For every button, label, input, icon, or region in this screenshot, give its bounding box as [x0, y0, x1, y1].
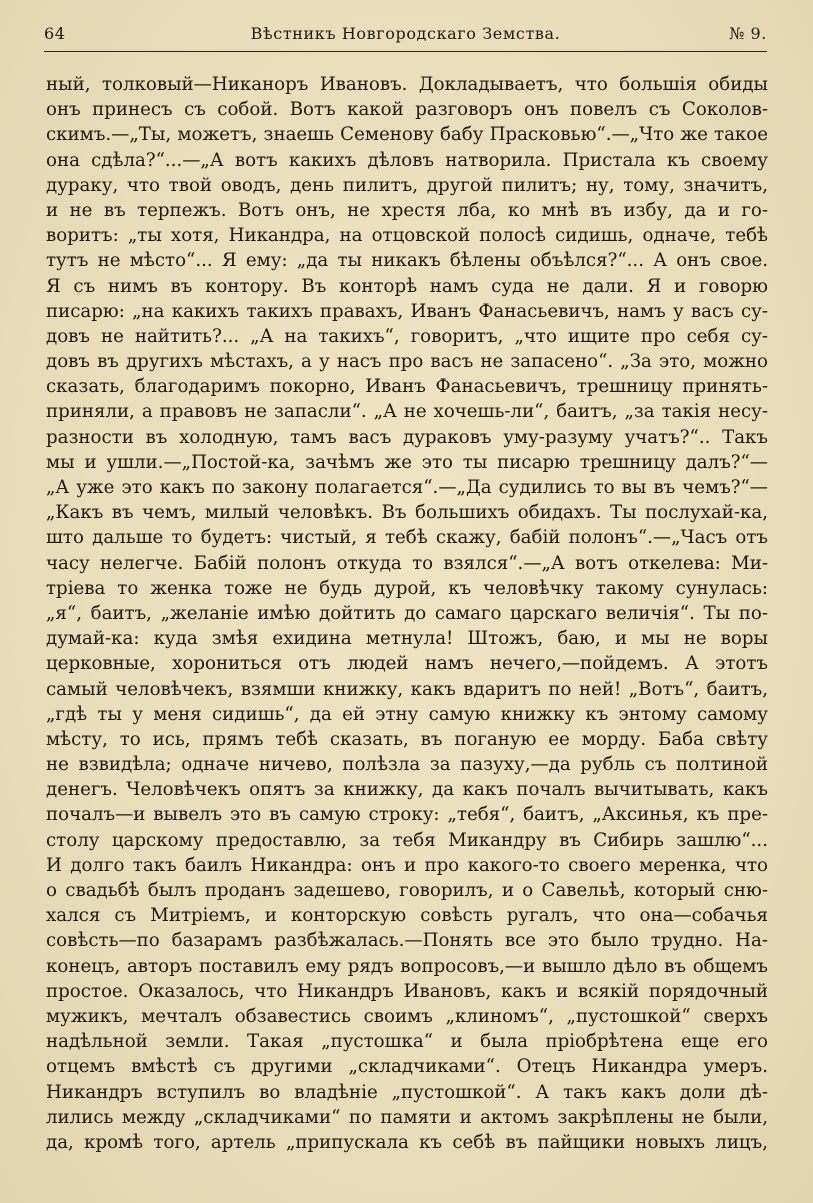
- text-line: почалъ—и вывелъ это въ самую строку: „тебя“, баитъ, „Аксинья, къ пре-: [46, 804, 768, 826]
- text-line: совѣсть—по базарамъ разбѣжалась.—Понять все это было трудно. На-: [46, 930, 768, 952]
- issue-number: № 9.: [729, 24, 767, 43]
- body-text: [46, 72, 768, 1155]
- text-line: отцемъ вмѣстѣ съ другими „складчиками“. Отецъ Никандра умеръ.: [46, 1056, 768, 1078]
- text-line: дураку, что твой оводъ, день пилитъ, другой пилитъ; ну, тому, значитъ,: [46, 174, 768, 196]
- text-line: писарю: „на какихъ такихъ правахъ, Иванъ Фанасьевичъ, намъ у васъ су-: [46, 300, 768, 322]
- text-line: приняли, а правовъ не запасли“. „А не хочешь-ли“, баитъ, „за такія несу-: [46, 401, 768, 423]
- text-line: она сдѣла?“...—„А вотъ какихъ дѣловъ натворила. Пристала къ своему: [46, 149, 768, 171]
- text-line: „я“, баитъ, „желаніе имѣю дойтить до самаго царскаго величія“. Ты по-: [46, 602, 768, 624]
- text-line: не взвидѣла; одначе ничево, полѣзла за пазуху,—да рубль съ полтиной: [46, 754, 768, 776]
- text-line: „А уже это какъ по закону полагается“.—„Да судились то вы въ чемъ?“—: [46, 477, 768, 498]
- text-line: што дальше то будетъ: чистый, я тебѣ скажу, бабій полонъ“.—„Часъ отъ: [46, 527, 768, 549]
- text-line: довъ не найтить?... „А на такихъ“, говоритъ, „что ищите про себя су-: [46, 325, 768, 347]
- text-line: простое. Оказалось, что Никандръ Ивановъ, какъ и всякій порядочный: [46, 980, 768, 1002]
- text-line: мы и ушли.—„Постой-ка, зачѣмъ же это ты писарю трешницу далъ?“—: [46, 451, 768, 473]
- text-line: сказать, благодаримъ покорно, Иванъ Фанасьевичъ, трешницу принять-: [46, 376, 768, 398]
- text-line: о свадьбѣ былъ проданъ задешево, говорилъ, и о Савельѣ, который сню-: [46, 880, 768, 901]
- text-line: Никандръ вступилъ во владѣніе „пустошкой“. А такъ какъ доли дѣ-: [46, 1081, 768, 1103]
- text-line: мѣсту, то ись, прямъ тебѣ сказать, въ поганую ее морду. Баба свѣту: [46, 728, 768, 750]
- text-line: самый человѣчекъ, взямши книжку, какъ вдаритъ по ней! „Вотъ“, баитъ,: [46, 678, 768, 700]
- text-line: надѣльной земли. Такая „пустошка“ и была пріобрѣтена еще его: [46, 1031, 768, 1053]
- text-line: онъ принесъ съ собой. Вотъ какой разговоръ онъ повелъ съ Соколов-: [46, 99, 768, 121]
- text-line: денегъ. Человѣчекъ опятъ за книжку, да какъ почалъ вычитывать, какъ: [46, 779, 768, 801]
- text-line: „гдѣ ты у меня сидишь“, да ей этну самую книжку къ энтому самому: [46, 703, 768, 725]
- text-line: тутъ не мѣсто“... Я ему: „да ты никакъ бѣлены объѣлся?“... А онъ свое.: [46, 250, 768, 272]
- text-line: хался съ Митріемъ, и конторскую совѣсть ругалъ, что она—собачья: [46, 905, 768, 927]
- text-line: мужикъ, мечталъ обзавестись своимъ „клиномъ“, „пустошкой“ сверхъ: [46, 1005, 768, 1027]
- text-line: воритъ: „ты хотя, Никандра, на отцовской полосѣ сидишь, одначе, тебѣ: [46, 225, 768, 247]
- page-number: 64: [44, 24, 66, 43]
- journal-title: Вѣстникъ Новгородскаго Земства.: [250, 24, 561, 43]
- text-line: думай-ка: куда змѣя ехидина метнула! Штожъ, баю, и мы не воры: [46, 628, 768, 650]
- text-line: часу нелегче. Бабій полонъ откуда то взялся“.—„А вотъ откелева: Ми-: [46, 552, 768, 574]
- text-line: столу царскому предоставлю, за тебя Микандру въ Сибирь зашлю“...: [46, 829, 768, 851]
- header-rule: [44, 51, 767, 52]
- text-line: И долго такъ баилъ Никандра: онъ и про какого-то своего меренка, что: [46, 854, 768, 876]
- text-line: церковные, хорониться отъ людей намъ нечего,—пойдемъ. А этотъ: [46, 653, 768, 675]
- text-line: разности въ холодную, тамъ васъ дураковъ уму-разуму учатъ?“.. Такъ: [46, 426, 768, 448]
- text-line: конецъ, авторъ поставилъ ему рядъ вопросовъ,—и вышло дѣло въ общемъ: [46, 955, 768, 977]
- text-line: „Какъ въ чемъ, милый человѣкъ. Въ большихъ обидахъ. Ты послухай-ка,: [46, 502, 768, 524]
- text-line: и не въ терпежъ. Вотъ онъ, не хрестя лба, ко мнѣ въ избу, да и го-: [46, 199, 768, 221]
- running-head: [44, 22, 767, 48]
- text-line: скимъ.—„Ты, можетъ, знаешь Семенову бабу Прасковью“.—„Что же такое: [46, 124, 768, 146]
- text-line: Я съ нимъ въ контору. Въ конторѣ намъ суда не дали. Я и говорю: [46, 275, 768, 297]
- text-line: лились между „складчиками“ по памяти и актомъ закрѣплены не были,: [46, 1106, 768, 1128]
- text-line: тріева то женка тоже не будь дурой, къ человѣчку такому сунулась:: [46, 577, 768, 599]
- text-line: ный, толковый—Никаноръ Ивановъ. Докладываетъ, что большія обиды: [46, 74, 768, 95]
- text-line: довъ въ другихъ мѣстахъ, а у насъ про васъ не запасено“. „За это, можно: [46, 351, 768, 373]
- text-line: да, кромѣ того, артель „припускала къ себѣ въ пайщики новыхъ лицъ,: [46, 1131, 768, 1153]
